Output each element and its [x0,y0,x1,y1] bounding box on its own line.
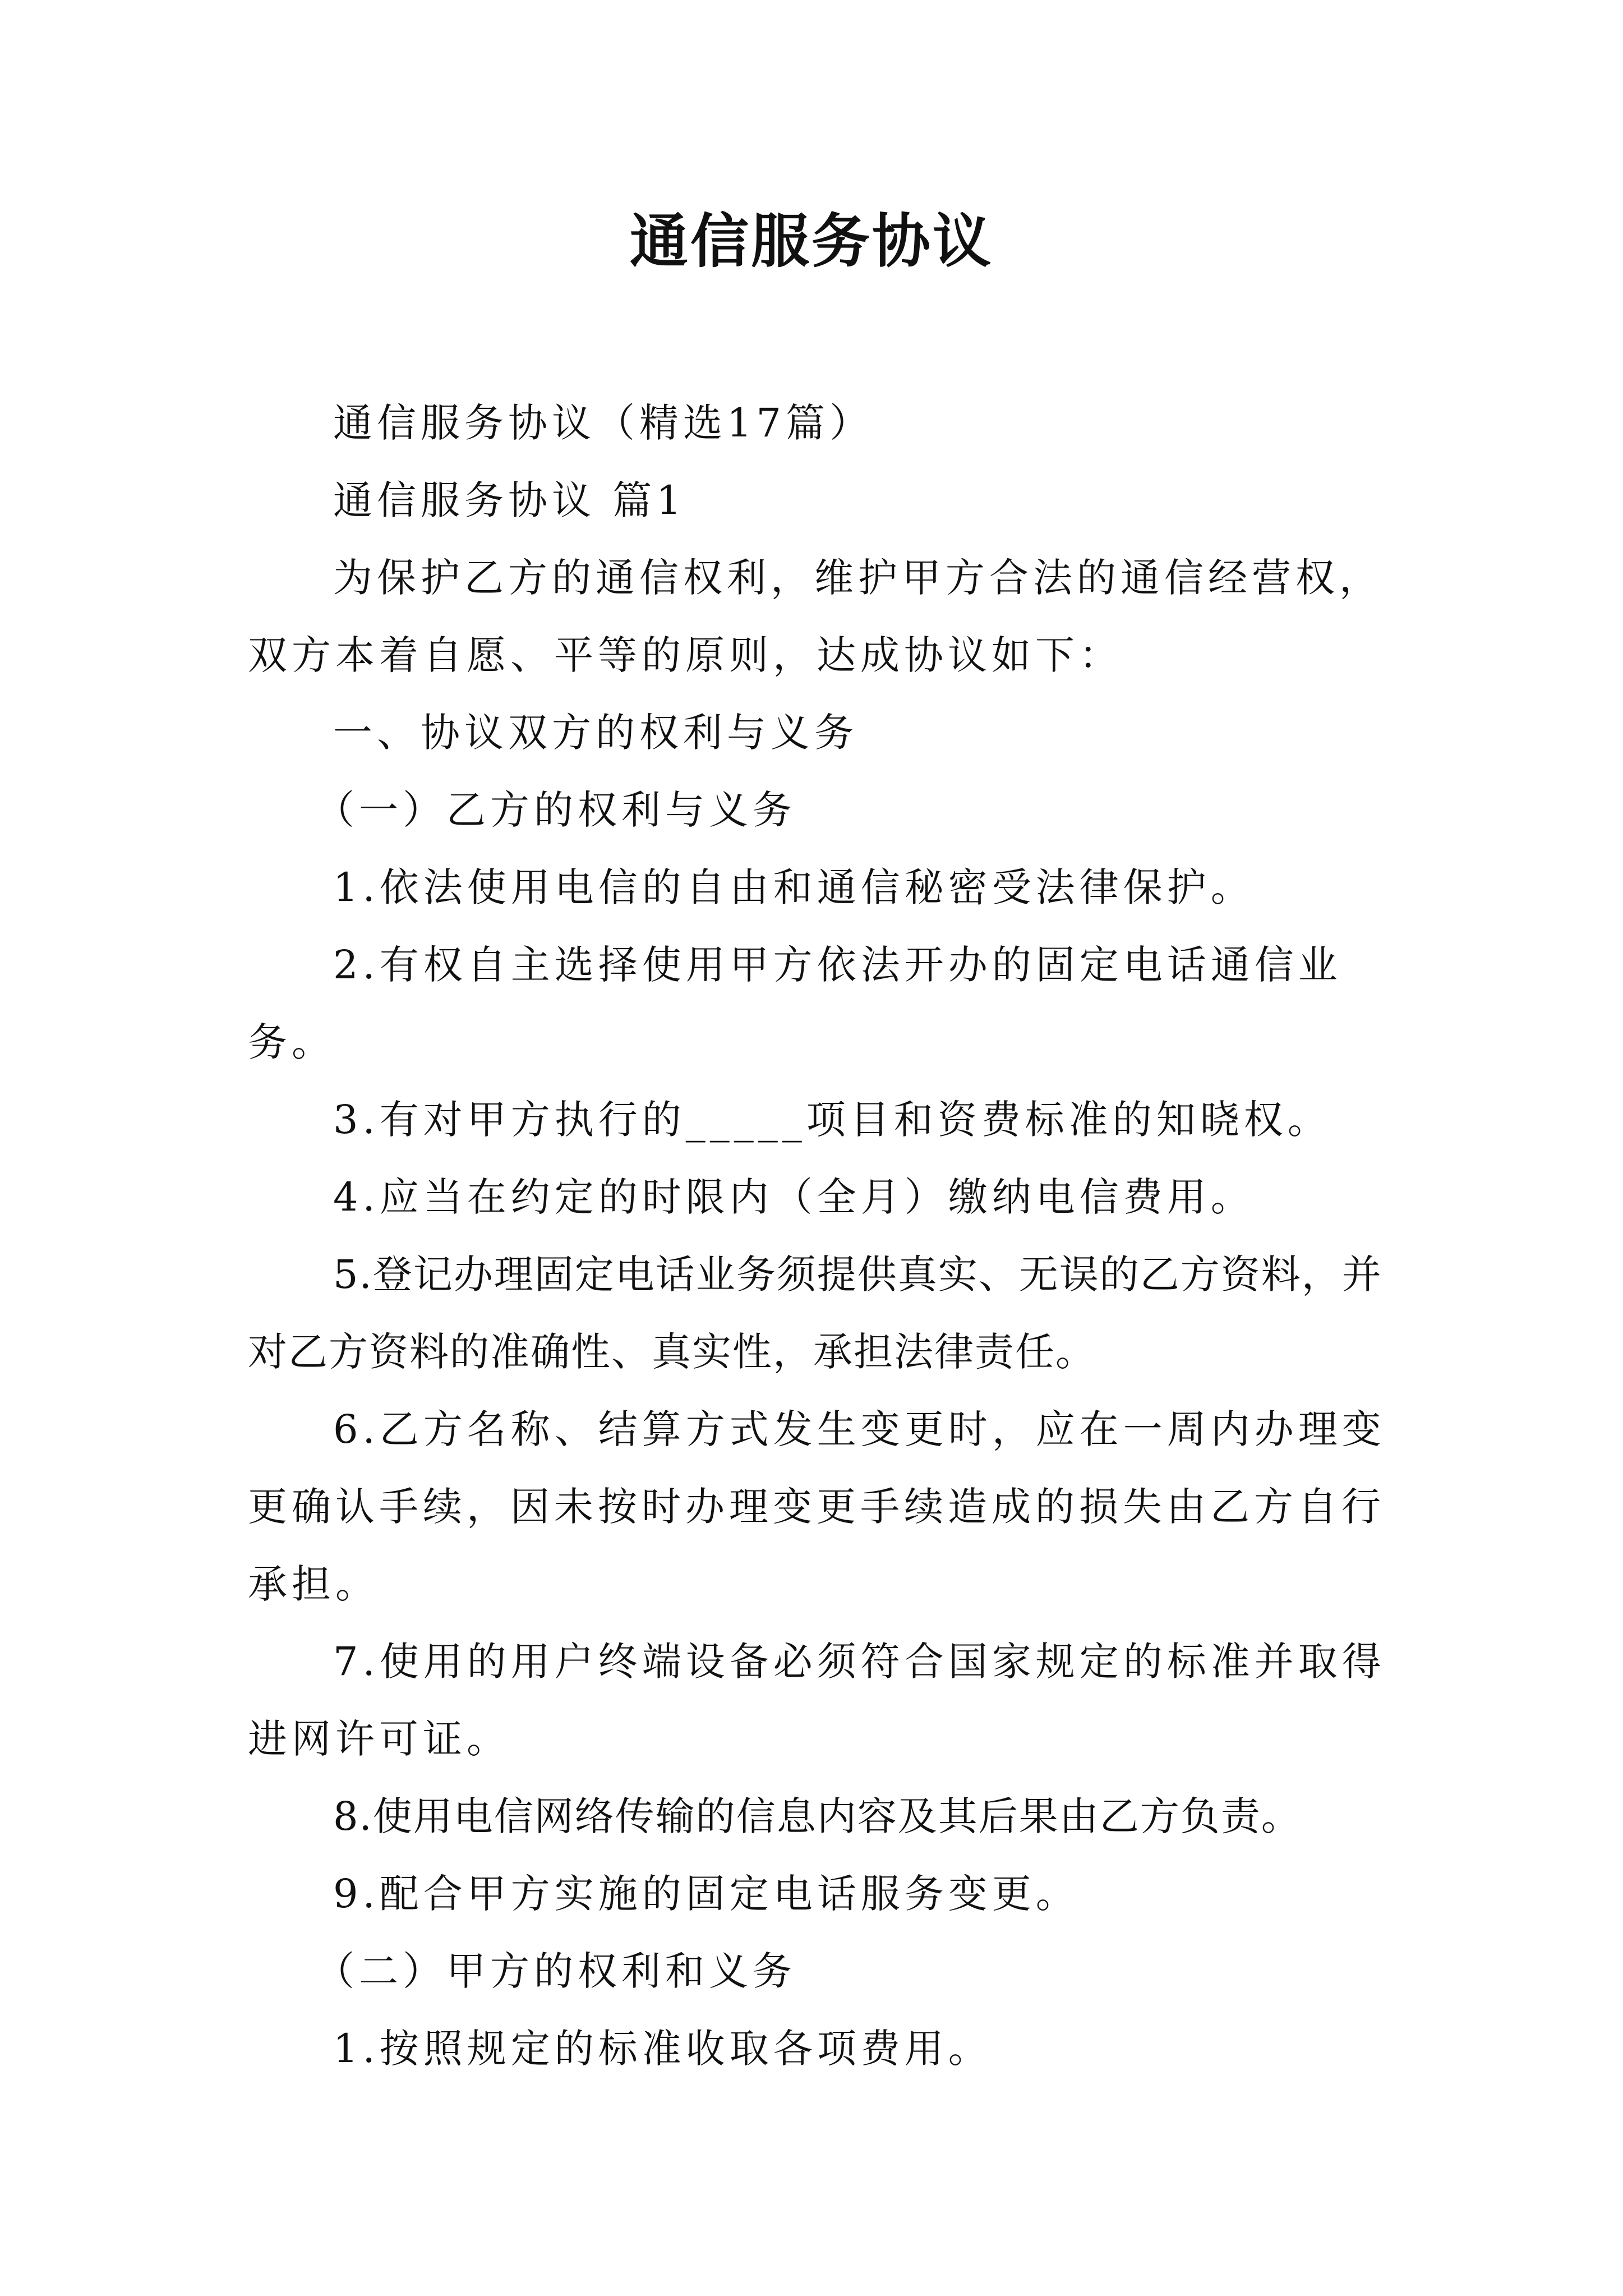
paragraph-item-b8: 8.使用电信网络传输的信息内容及其后果由乙方负责。 [333,1793,1302,1839]
paragraph-subheading-party-b: （一）乙方的权利与义务 [315,787,796,833]
paragraph-item-b7: 7.使用的用户终端设备必须符合国家规定的标准并取得进网许可证。 [248,1639,1386,1762]
paragraph-subtitle: 通信服务协议（精选17篇） [333,400,874,446]
paragraph-section-heading: 通信服务协议 篇1 [333,477,686,523]
paragraph-heading-rights: 一、协议双方的权利与义务 [333,710,858,756]
paragraph-preamble: 为保护乙方的通信权利，维护甲方合法的通信经营权，双方本着自愿、平等的原则，达成协议如下： [248,555,1383,678]
document-title: 通信服务协议 [629,207,993,275]
paragraph-item-b6: 6.乙方名称、结算方式发生变更时，应在一周内办理变更确认手续，因未按时办理变更手续造成的损失由乙方自行承担。 [248,1406,1386,1607]
paragraph-item-b2: 2.有权自主选择使用甲方依法开办的固定电话通信业务。 [248,942,1342,1065]
paragraph-subheading-party-a: （二）甲方的权利和义务 [315,1948,796,1994]
paragraph-item-b5: 5.登记办理固定电话业务须提供真实、无误的乙方资料，并对乙方资料的准确性、真实性，承担法律责任。 [248,1251,1382,1375]
paragraph-item-b3: 3.有对甲方执行的_____项目和资费标准的知晓权。 [333,1097,1331,1143]
document-body [248,384,1392,2087]
paragraph-item-b1: 1.依法使用电信的自由和通信秘密受法律保护。 [333,864,1255,910]
paragraph-item-b9: 9.配合甲方实施的固定电话服务变更。 [333,1871,1080,1917]
paragraph-item-a1: 1.按照规定的标准收取各项费用。 [333,2026,992,2072]
paragraph-item-b4: 4.应当在约定的时限内（全月）缴纳电信费用。 [333,1174,1255,1220]
